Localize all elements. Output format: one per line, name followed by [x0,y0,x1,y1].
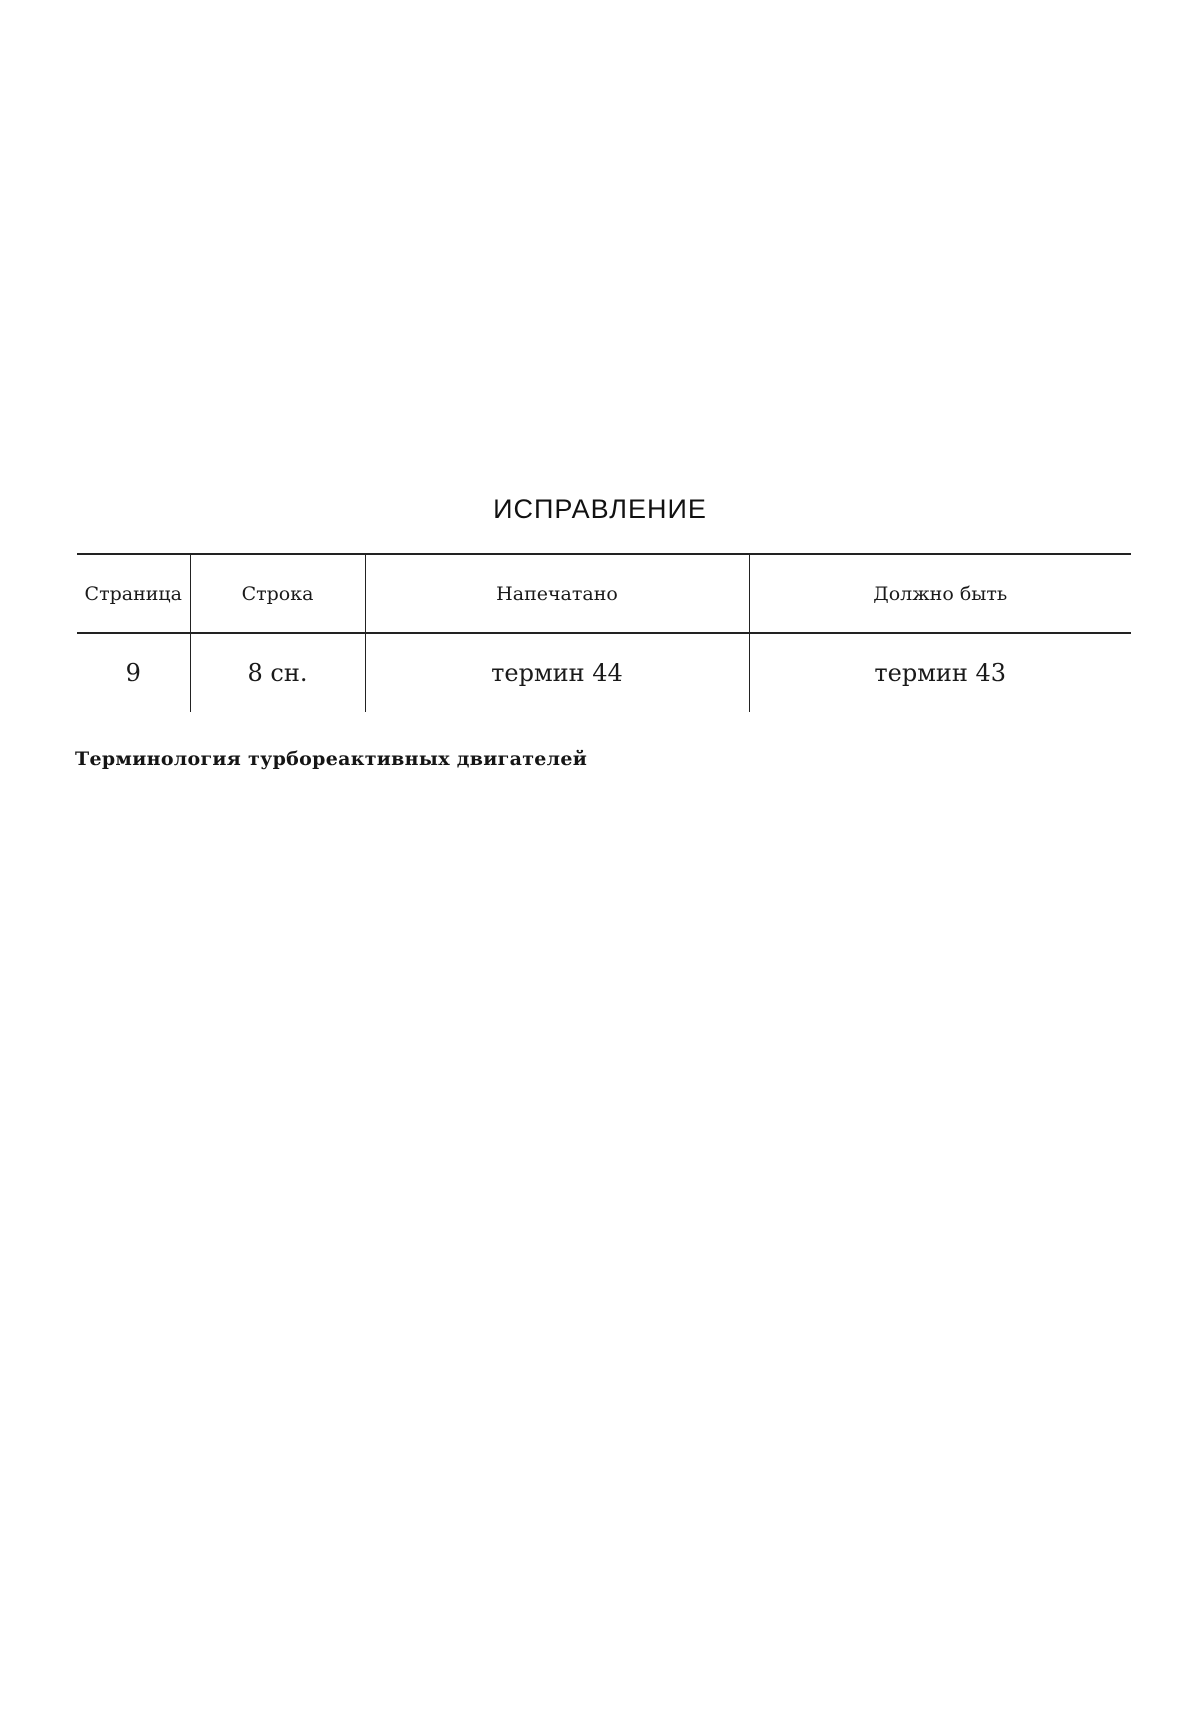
cell-page: 9 [125,659,141,687]
table-row [77,633,1131,712]
page-title: ИСПРАВЛЕНИЕ [493,494,707,524]
table-header-row [77,554,1131,633]
header-line: Строка [190,554,365,633]
header-should-be: Должно быть [749,554,1131,633]
header-printed: Напечатано [365,554,749,633]
errata-table-container [77,553,1131,712]
header-page: Страница [84,582,182,605]
document-caption: Терминология турбореактивных двигателей [75,748,588,770]
cell-line: 8 сн. [190,633,365,712]
errata-table [77,553,1131,712]
cell-printed: термин 44 [365,633,749,712]
cell-should-be: термин 43 [749,633,1131,712]
